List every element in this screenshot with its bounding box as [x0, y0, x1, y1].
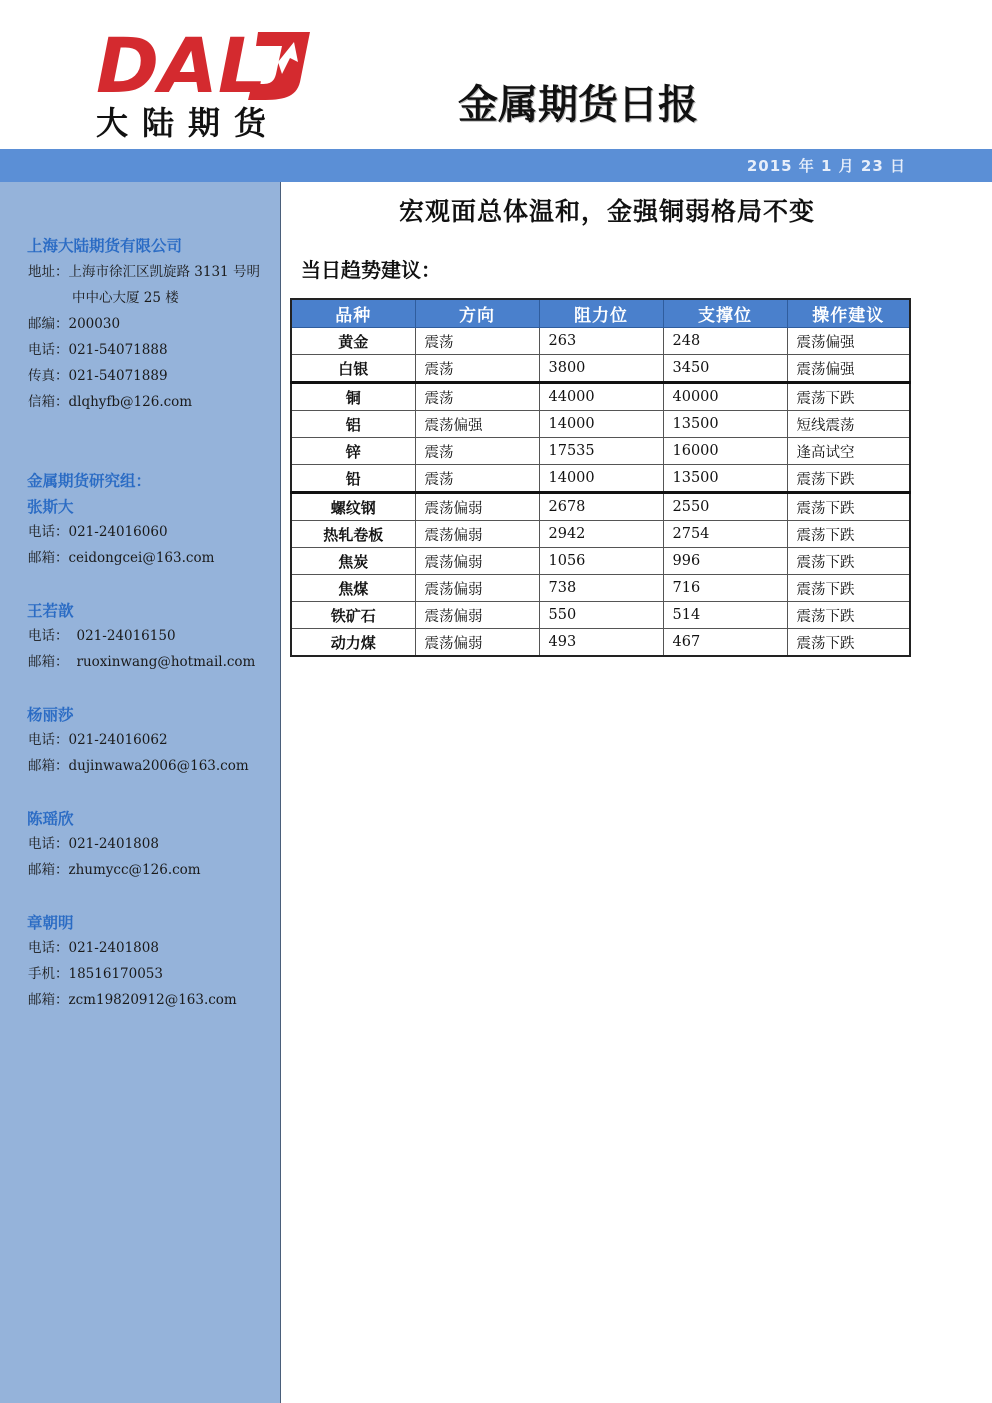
trend-table	[290, 298, 911, 657]
table-cell: 2678	[539, 493, 663, 521]
table-row	[291, 548, 910, 575]
table-cell: 3450	[663, 355, 787, 383]
researcher-email	[28, 861, 201, 879]
phone-value: 021-24016150	[76, 628, 176, 644]
company-logo	[94, 26, 310, 142]
column-header: 方向	[415, 299, 539, 328]
commodity-name-cell: 铅	[291, 465, 415, 493]
research-group-title: 金属期货研究组：	[27, 471, 152, 490]
phone-value: 021-2401808	[68, 836, 159, 852]
table-cell: 震荡下跌	[787, 493, 910, 521]
phone-label: 电话：	[28, 836, 69, 852]
table-cell: 467	[663, 629, 787, 657]
phone-label: 电话：	[28, 732, 69, 748]
email-label: 邮箱：	[28, 758, 69, 774]
table-row	[291, 438, 910, 465]
table-cell: 14000	[539, 465, 663, 493]
column-header: 阻力位	[539, 299, 663, 328]
email-value[interactable]: zcm19820912@163.com	[68, 992, 237, 1008]
table-row	[291, 629, 910, 657]
commodity-name-cell: 焦炭	[291, 548, 415, 575]
phone-label: 电话：	[28, 342, 69, 358]
table-cell: 震荡偏强	[787, 328, 910, 355]
commodity-name-cell: 热轧卷板	[291, 521, 415, 548]
table-cell: 震荡偏弱	[415, 602, 539, 629]
table-cell: 2942	[539, 521, 663, 548]
phone-line	[28, 341, 168, 359]
table-cell: 震荡偏强	[415, 411, 539, 438]
researcher-name: 陈瑶欣	[27, 809, 74, 828]
table-row	[291, 493, 910, 521]
mail-label: 信箱：	[28, 394, 69, 410]
phone-label: 电话：	[28, 524, 69, 540]
table-cell: 3800	[539, 355, 663, 383]
researcher-name: 杨丽莎	[27, 705, 74, 724]
commodity-name-cell: 焦煤	[291, 575, 415, 602]
postcode-label: 邮编：	[28, 316, 69, 332]
researcher-email	[28, 757, 249, 775]
mobile-value: 18516170053	[68, 966, 163, 982]
commodity-name-cell: 铝	[291, 411, 415, 438]
commodity-name-cell: 黄金	[291, 328, 415, 355]
table-cell: 550	[539, 602, 663, 629]
table-cell: 震荡偏弱	[415, 493, 539, 521]
table-cell: 14000	[539, 411, 663, 438]
phone-value: 021-24016060	[68, 524, 168, 540]
table-cell: 17535	[539, 438, 663, 465]
table-cell: 震荡下跌	[787, 548, 910, 575]
researcher-email	[28, 653, 255, 671]
table-row	[291, 383, 910, 411]
column-header: 品种	[291, 299, 415, 328]
svg-text:DAL: DAL	[96, 26, 267, 100]
phone-value: 021-2401808	[68, 940, 159, 956]
commodity-name-cell: 动力煤	[291, 629, 415, 657]
researcher-email	[28, 549, 214, 567]
table-cell: 2754	[663, 521, 787, 548]
report-date: 2015 年 1 月 23 日	[746, 157, 906, 175]
table-cell: 震荡	[415, 355, 539, 383]
table-cell: 震荡偏弱	[415, 575, 539, 602]
table-cell: 震荡偏弱	[415, 521, 539, 548]
address-label: 地址：	[28, 264, 69, 280]
fax-value: 021-54071889	[68, 368, 168, 384]
trend-table-container	[290, 298, 909, 657]
table-cell: 2550	[663, 493, 787, 521]
logo-chinese-name: 大陆期货	[96, 104, 281, 142]
table-cell: 短线震荡	[787, 411, 910, 438]
commodity-name-cell: 铁矿石	[291, 602, 415, 629]
table-cell: 40000	[663, 383, 787, 411]
table-row	[291, 411, 910, 438]
fax-line	[28, 367, 168, 385]
email-label: 邮箱：	[28, 862, 69, 878]
phone-label: 电话：	[28, 628, 69, 644]
table-cell: 逢高试空	[787, 438, 910, 465]
table-cell: 44000	[539, 383, 663, 411]
table-cell: 13500	[663, 411, 787, 438]
researcher-phone	[28, 627, 176, 645]
table-cell: 248	[663, 328, 787, 355]
postcode-value: 200030	[68, 316, 121, 332]
table-cell: 1056	[539, 548, 663, 575]
commodity-name-cell: 螺纹钢	[291, 493, 415, 521]
researcher-phone	[28, 939, 159, 957]
researcher-name: 章朝明	[27, 913, 74, 932]
email-value[interactable]: dujinwawa2006@163.com	[68, 758, 249, 774]
table-cell: 震荡下跌	[787, 602, 910, 629]
table-cell: 震荡下跌	[787, 629, 910, 657]
phone-value: 021-24016062	[68, 732, 168, 748]
table-cell: 716	[663, 575, 787, 602]
column-header: 操作建议	[787, 299, 910, 328]
mail-value[interactable]: dlqhyfb@126.com	[68, 394, 193, 410]
table-cell: 493	[539, 629, 663, 657]
email-label: 邮箱：	[28, 550, 69, 566]
table-cell: 13500	[663, 465, 787, 493]
researcher-phone	[28, 523, 168, 541]
phone-label: 电话：	[28, 940, 69, 956]
researcher-name: 王若歆	[27, 601, 74, 620]
commodity-name-cell: 白银	[291, 355, 415, 383]
table-cell: 震荡	[415, 383, 539, 411]
table-cell: 震荡偏弱	[415, 548, 539, 575]
table-cell: 震荡	[415, 438, 539, 465]
table-row	[291, 328, 910, 355]
phone-value: 021-54071888	[68, 342, 168, 358]
table-cell: 263	[539, 328, 663, 355]
table-cell: 震荡偏弱	[415, 629, 539, 657]
researcher-phone	[28, 731, 168, 749]
email-label: 邮箱：	[28, 654, 69, 670]
table-row	[291, 575, 910, 602]
table-cell: 震荡下跌	[787, 575, 910, 602]
email-value[interactable]: ceidongcei@163.com	[68, 550, 215, 566]
email-value[interactable]: zhumycc@126.com	[68, 862, 201, 878]
report-title: 金属期货日报	[458, 82, 698, 128]
address-line	[28, 263, 260, 281]
table-row	[291, 521, 910, 548]
table-cell: 震荡下跌	[787, 521, 910, 548]
table-row	[291, 602, 910, 629]
table-cell: 16000	[663, 438, 787, 465]
report-headline: 宏观面总体温和，金强铜弱格局不变	[398, 197, 815, 226]
table-cell: 738	[539, 575, 663, 602]
table-row	[291, 355, 910, 383]
address-value: 上海市徐汇区凯旋路 3131 号明	[68, 264, 260, 280]
table-cell: 996	[663, 548, 787, 575]
commodity-name-cell: 铜	[291, 383, 415, 411]
table-cell: 震荡偏强	[787, 355, 910, 383]
table-cell: 震荡下跌	[787, 465, 910, 493]
address-line-2: 中中心大厦 25 楼	[72, 290, 179, 306]
table-cell: 514	[663, 602, 787, 629]
table-row	[291, 465, 910, 493]
table-cell: 震荡下跌	[787, 383, 910, 411]
researcher-name: 张斯大	[27, 497, 74, 516]
dalu-logo-mark	[94, 26, 310, 100]
researcher-mobile	[28, 965, 163, 983]
column-header: 支撑位	[663, 299, 787, 328]
company-name: 上海大陆期货有限公司	[27, 236, 183, 255]
email-label: 邮箱：	[28, 992, 69, 1008]
contact-sidebar	[0, 182, 281, 1403]
section-title: 当日趋势建议：	[301, 258, 441, 282]
email-value[interactable]: ruoxinwang@hotmail.com	[76, 654, 256, 670]
table-cell: 震荡	[415, 465, 539, 493]
date-bar	[0, 149, 992, 182]
table-header-row	[291, 299, 910, 328]
fax-label: 传真：	[28, 368, 69, 384]
table-cell: 震荡	[415, 328, 539, 355]
postcode-line	[28, 315, 120, 333]
researcher-phone	[28, 835, 159, 853]
mail-line	[28, 393, 192, 411]
mobile-label: 手机：	[28, 966, 69, 982]
researcher-email	[28, 991, 237, 1009]
commodity-name-cell: 锌	[291, 438, 415, 465]
